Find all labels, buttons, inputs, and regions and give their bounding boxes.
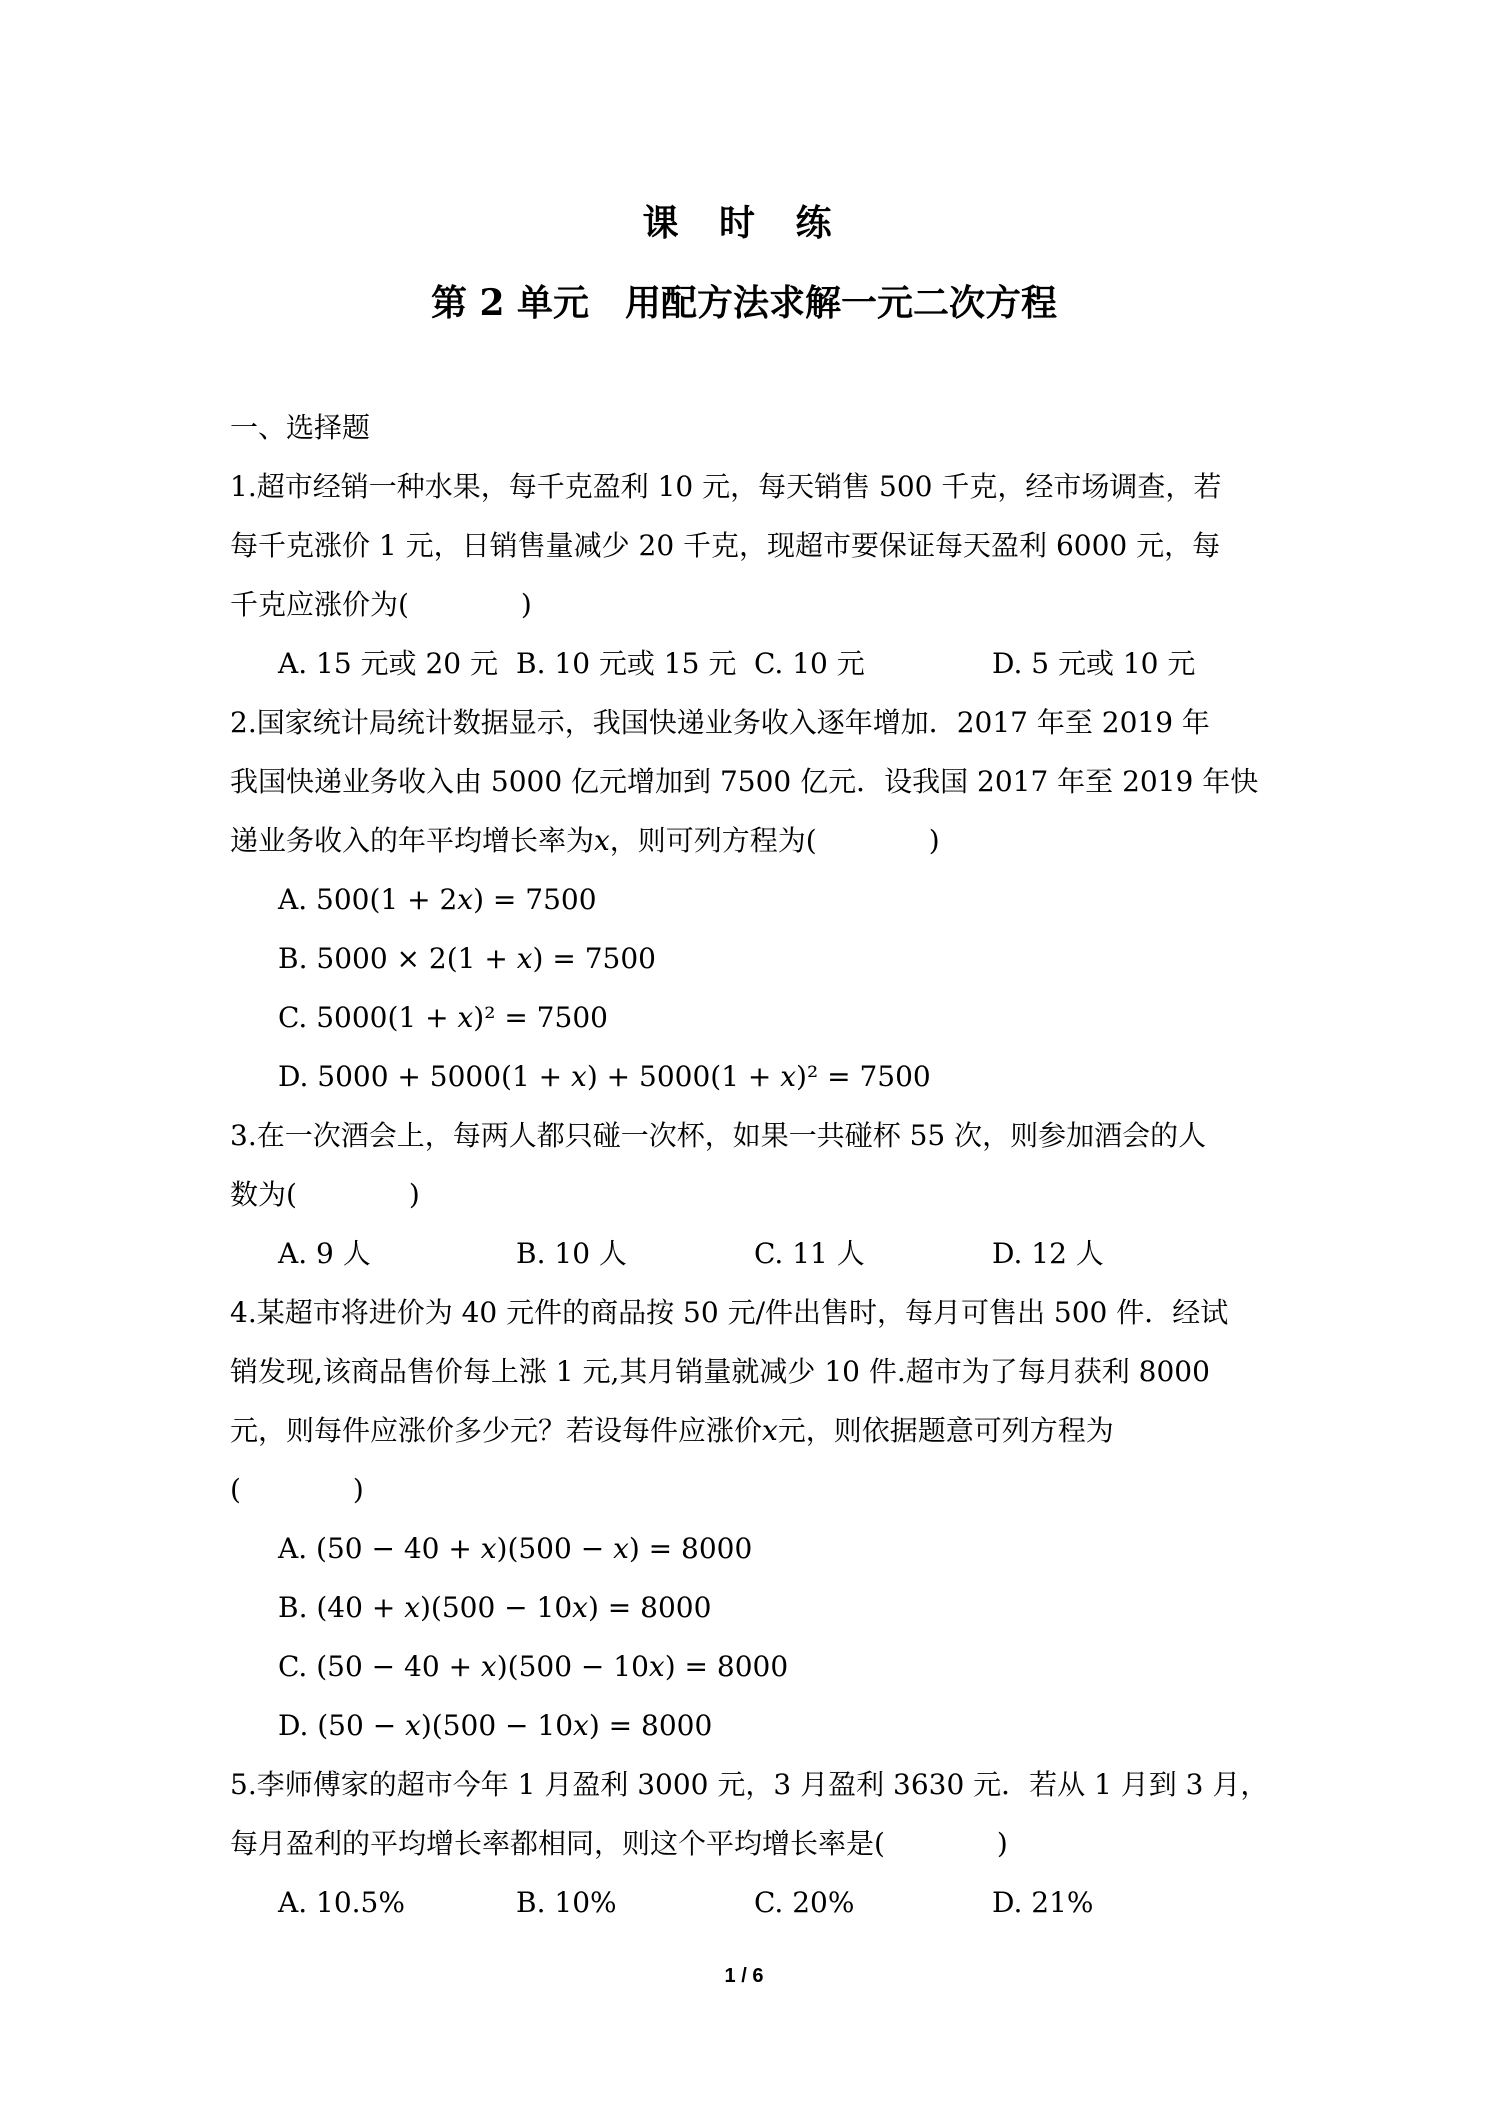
- question-1-line-2: 每千克涨价 1 元，日销售量减少 20 千克，现超市要保证每天盈利 6000 元，每: [230, 529, 1221, 562]
- question-4-line-4: ( ): [230, 1473, 364, 1506]
- option-b: B. (40 + 𝑥)(500 − 10𝑥) = 8000: [278, 1591, 712, 1624]
- question-5-line-2: 每月盈利的平均增长率都相同，则这个平均增长率是( ): [230, 1827, 1008, 1860]
- option-d: D. 12 人: [992, 1237, 1104, 1270]
- unit-subtitle: 第 2 单元 用配方法求解一元二次方程: [430, 282, 1058, 324]
- question-1-line-3: 千克应涨价为( ): [230, 588, 532, 621]
- option-c: C. 10 元: [754, 647, 865, 680]
- question-4-line-1: 4.某超市将进价为 40 元件的商品按 50 元/件出售时，每月可售出 500 件．经试: [230, 1296, 1229, 1329]
- option-c: C. 20%: [754, 1886, 855, 1919]
- option-d: D. (50 − 𝑥)(500 − 10𝑥) = 8000: [278, 1709, 713, 1742]
- option-b: B. 5000 × 2(1 + 𝑥) = 7500: [278, 942, 656, 975]
- option-b: B. 10 元或 15 元: [516, 647, 737, 680]
- option-a: A. (50 − 40 + 𝑥)(500 − 𝑥) = 8000: [278, 1532, 753, 1565]
- question-3-line-1: 3.在一次酒会上，每两人都只碰一次杯，如果一共碰杯 55 次，则参加酒会的人: [230, 1119, 1207, 1152]
- option-a: A. 9 人: [278, 1237, 371, 1270]
- option-d: D. 21%: [992, 1886, 1094, 1919]
- question-1-line-1: 1.超市经销一种水果，每千克盈利 10 元，每天销售 500 千克，经市场调查，若: [230, 470, 1222, 503]
- question-3-line-2: 数为( ): [230, 1178, 420, 1211]
- question-2-line-2: 我国快递业务收入由 5000 亿元增加到 7500 亿元．设我国 2017 年至 2019 年快: [230, 765, 1259, 798]
- option-a: A. 10.5%: [278, 1886, 405, 1919]
- option-d: D. 5000 + 5000(1 + 𝑥) + 5000(1 + 𝑥)² = 7500: [278, 1060, 931, 1093]
- question-5-line-1: 5.李师傅家的超市今年 1 月盈利 3000 元，3 月盈利 3630 元．若从 1 月到 3 月，: [230, 1768, 1269, 1801]
- page-title: 课 时 练: [642, 202, 846, 244]
- question-4-line-3: 元，则每件应涨价多少元？若设每件应涨价𝑥元，则依据题意可列方程为: [230, 1414, 1114, 1447]
- option-c: C. (50 − 40 + 𝑥)(500 − 10𝑥) = 8000: [278, 1650, 789, 1683]
- option-a: A. 15 元或 20 元: [278, 647, 498, 680]
- page-number: 1 / 6: [724, 1965, 764, 1987]
- question-2-line-1: 2.国家统计局统计数据显示，我国快递业务收入逐年增加．2017 年至 2019 年: [230, 706, 1210, 739]
- option-b: B. 10 人: [516, 1237, 627, 1270]
- option-b: B. 10%: [516, 1886, 617, 1919]
- option-d: D. 5 元或 10 元: [992, 647, 1196, 680]
- section-heading: 一、选择题: [230, 411, 371, 444]
- question-4-line-2: 销发现,该商品售价每上涨 1 元,其月销量就减少 10 件.超市为了每月获利 8000: [230, 1355, 1210, 1388]
- question-2-line-3: 递业务收入的年平均增长率为𝑥，则可列方程为( ): [230, 824, 940, 857]
- option-a: A. 500(1 + 2𝑥) = 7500: [278, 883, 597, 916]
- option-c: C. 11 人: [754, 1237, 865, 1270]
- option-c: C. 5000(1 + 𝑥)² = 7500: [278, 1001, 608, 1034]
